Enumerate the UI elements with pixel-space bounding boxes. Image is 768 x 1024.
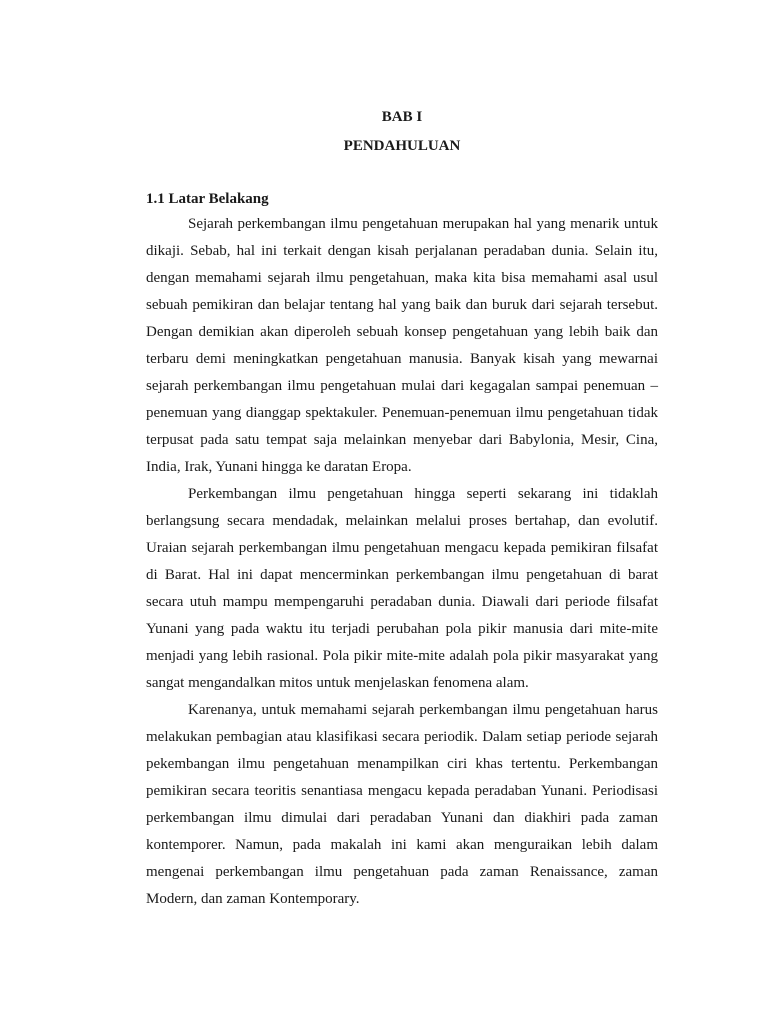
- chapter-title: PENDAHULUAN: [343, 138, 461, 154]
- paragraph-1: Sejarah perkembangan ilmu pengetahuan merupakan hal yang menarik untuk dikaji. Sebab, hal ini terkait dengan kisah perjalanan peradaban dunia. Selain itu, dengan memahami sejarah ilmu pengetahuan, maka kita bisa memahami asal usul sebuah pemikiran dan belajar tentang hal yang baik dan buruk dari sejarah tersebut. Dengan demikian akan diperoleh sebuah konsep pengetahuan yang lebih baik dan terbaru demi meningkatkan pengetahuan manusia. Banyak kisah yang mewarnai sejarah perkembangan ilmu pengetahuan mulai dari kegagalan sampai penemuan – penemuan yang dianggap spektakuler. Penemuan-penemuan ilmu pengetahuan tidak terpusat pada satu tempat saja melainkan menyebar dari Babylonia, Mesir, Cina, India, Irak, Yunani hingga ke daratan Eropa.: [146, 216, 658, 475]
- document-page: [146, 0, 658, 1024]
- chapter-number: BAB I: [381, 109, 423, 125]
- paragraph-3: Karenanya, untuk memahami sejarah perkembangan ilmu pengetahuan harus melakukan pembagian atau klasifikasi secara periodik. Dalam setiap periode sejarah pekembangan ilmu pengetahuan menampilkan ciri khas tertentu. Perkembangan pemikiran secara teoritis senantiasa mengacu kepada peradaban Yunani. Periodisasi perkembangan ilmu dimulai dari peradaban Yunani dan diakhiri pada zaman kontemporer. Namun, pada makalah ini kami akan menguraikan lebih dalam mengenai perkembangan ilmu pengetahuan pada zaman Renaissance, zaman Modern, dan zaman Kontemporary.: [146, 702, 658, 907]
- body-text: [146, 211, 658, 913]
- section-heading: 1.1 Latar Belakang: [146, 191, 269, 207]
- paragraph-2: Perkembangan ilmu pengetahuan hingga seperti sekarang ini tidaklah berlangsung secara mendadak, melainkan melalui proses bertahap, dan evolutif. Uraian sejarah perkembangan ilmu pengetahuan mengacu kepada pemikiran filsafat di Barat. Hal ini dapat mencerminkan perkembangan ilmu pengetahuan di barat secara utuh mampu mempengaruhi peradaban dunia. Diawali dari periode filsafat Yunani yang pada waktu itu terjadi perubahan pola pikir manusia dari mite-mite menjadi yang lebih rasional. Pola pikir mite-mite adalah pola pikir masyarakat yang sangat mengandalkan mitos untuk menjelaskan fenomena alam.: [146, 486, 658, 691]
